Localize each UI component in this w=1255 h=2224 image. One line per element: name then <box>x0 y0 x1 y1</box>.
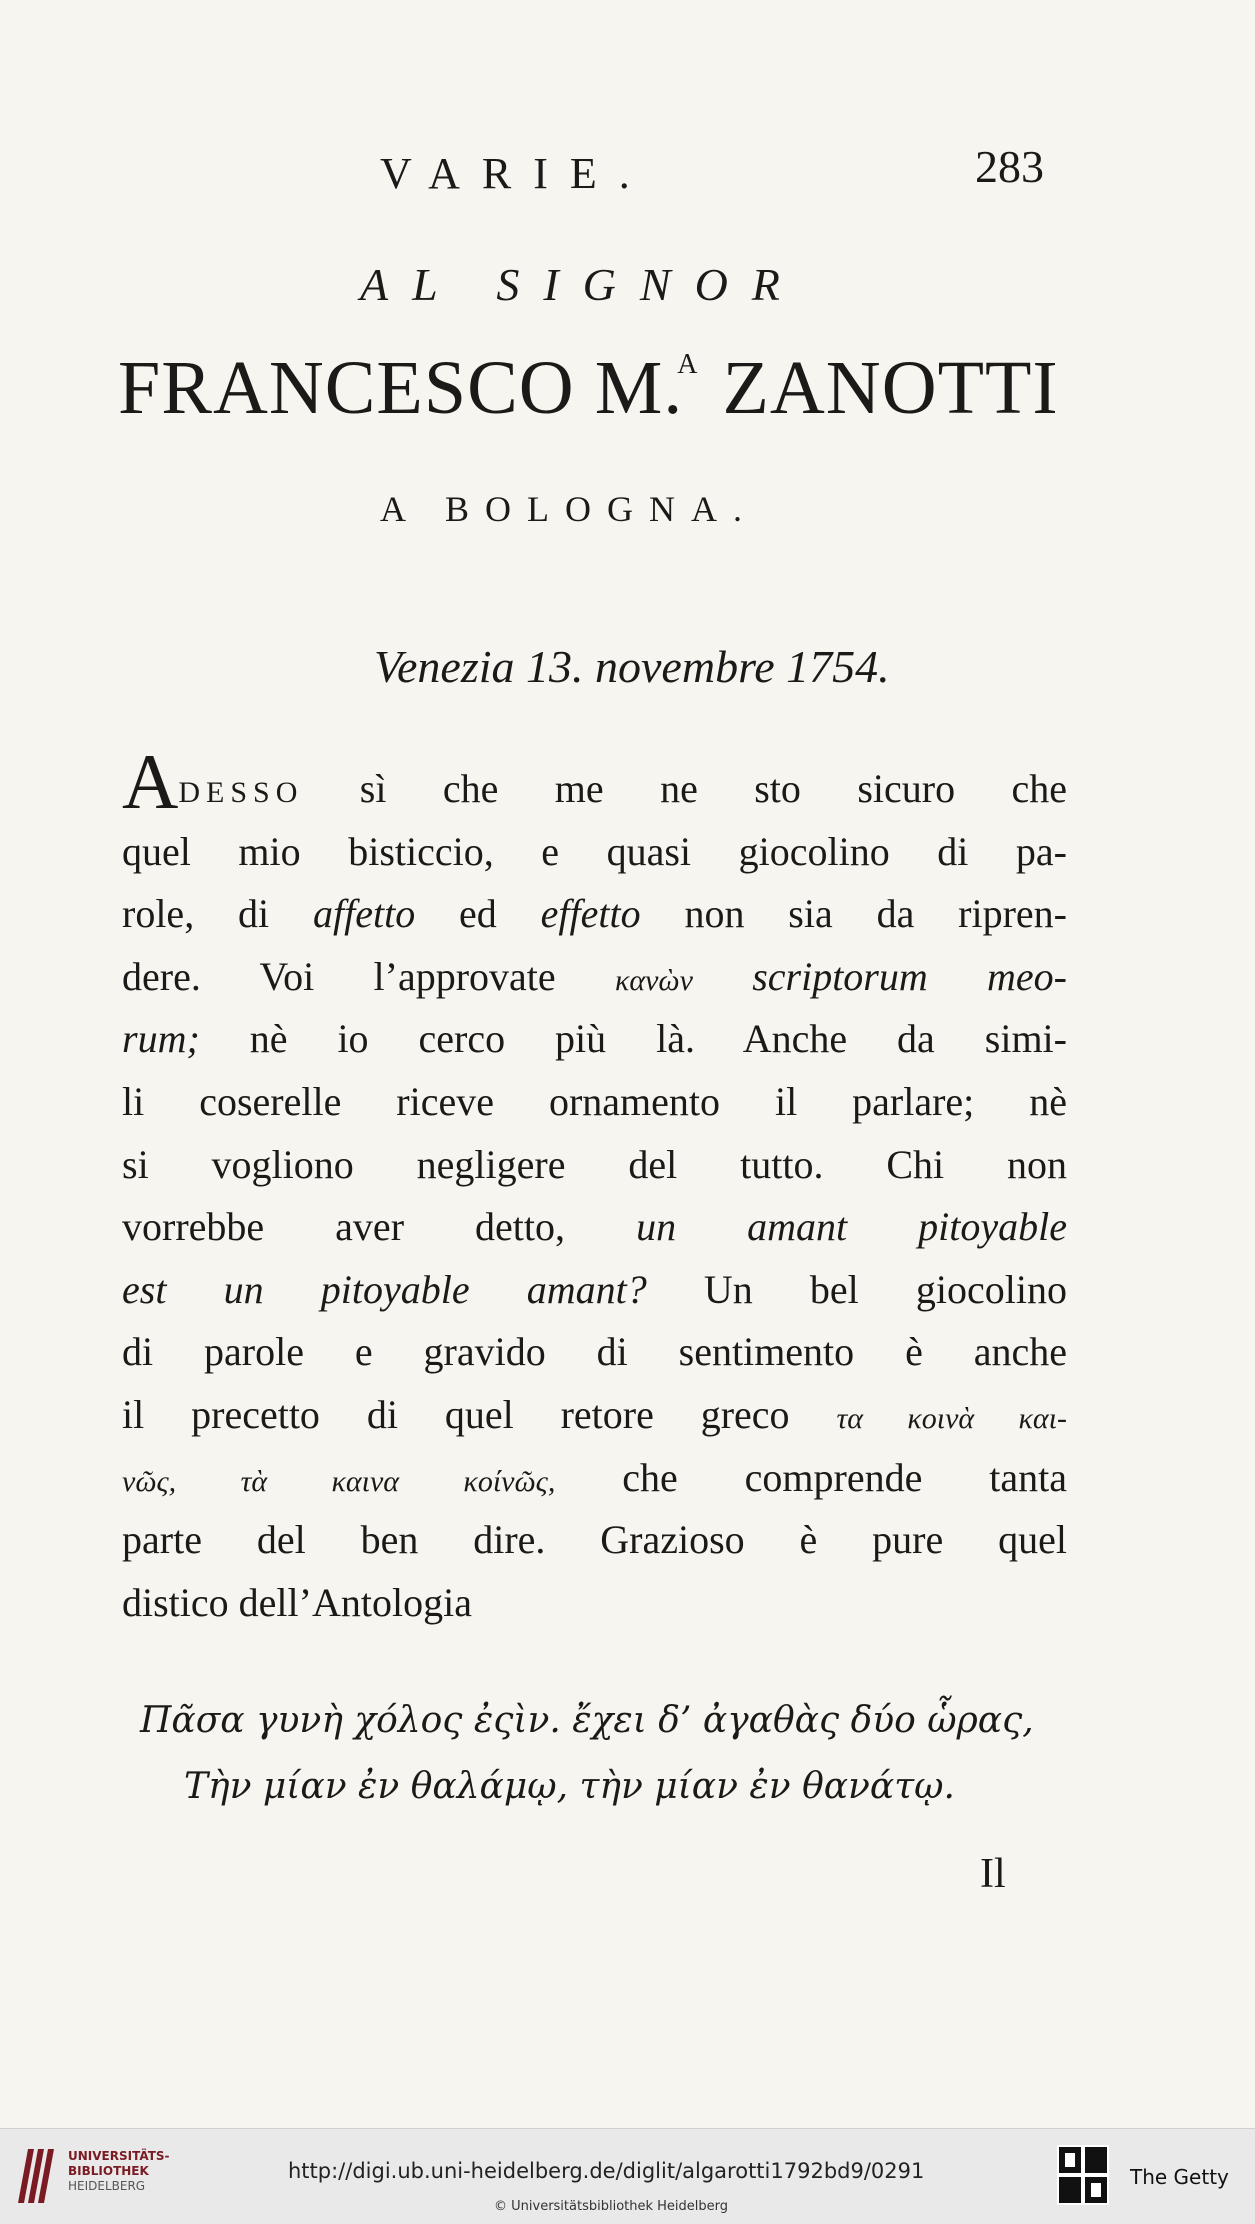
body-line <box>122 1572 1067 1635</box>
body-text-run: quel mio bisticcio, e quasi giocolino di pa- <box>122 828 1067 874</box>
verse-line-2: Τὴν μίαν ἐν θαλάμῳ, τὴν μίαν ἐν θανάτῳ. <box>184 1766 955 1807</box>
body-text-run: rum; <box>122 1016 200 1062</box>
university-library-logo-icon[interactable] <box>12 2143 58 2209</box>
letter-body <box>122 738 1068 1634</box>
library-name[interactable]: UNIVERSITÄTS- BIBLIOTHEK HEIDELBERG <box>68 2149 170 2193</box>
recipient-name-superscript: A <box>677 349 699 380</box>
body-line <box>122 1008 1067 1071</box>
body-text-run: il precetto di quel retore greco <box>122 1391 837 1437</box>
body-line <box>122 946 1067 1009</box>
page-number: 283 <box>975 141 1044 192</box>
getty-logo-icon[interactable] <box>1057 2145 1109 2205</box>
body-line <box>122 1071 1067 1134</box>
body-text-run: affetto <box>312 891 416 937</box>
body-text-run: role, di <box>122 891 313 937</box>
verse-line-1: Πᾶσα γυνὴ χόλος ἐςὶν. ἔχει δ’ ἀγαθὰς δύο ὧρας, <box>140 1700 1034 1741</box>
body-text-run: est un pitoyable amant? <box>122 1266 647 1312</box>
body-line <box>122 821 1067 884</box>
running-head: VARIE. <box>380 149 652 198</box>
body-line <box>122 1509 1067 1572</box>
body-text-run: ed <box>415 891 541 937</box>
body-line <box>122 1384 1067 1447</box>
recipient-surname: ZANOTTI <box>722 346 1059 430</box>
body-text-run: un amant pitoyable <box>636 1204 1067 1250</box>
body-text-run: effetto <box>540 891 641 937</box>
body-text-run: non sia da ripren- <box>640 891 1067 937</box>
body-text-run: parte del ben dire. Grazioso è pure quel <box>122 1517 1067 1563</box>
body-text-run: sì che me ne sto sicuro che <box>303 766 1067 811</box>
body-text-run: distico dell’Antologia <box>122 1579 472 1625</box>
body-text-run: τα κοινὰ και- <box>836 1401 1067 1435</box>
partner-name[interactable]: The Getty <box>1130 2165 1229 2189</box>
body-text-run: κανὼν <box>614 963 693 997</box>
footer-bar <box>0 2128 1255 2224</box>
body-text-run: Un bel giocolino <box>646 1266 1067 1312</box>
body-line <box>122 1321 1067 1384</box>
body-text-run: li coserelle riceve ornamento il parlare; nè <box>122 1078 1067 1124</box>
body-text-run: scriptorum meo- <box>692 953 1068 999</box>
recipient-city: A BOLOGNA. <box>380 489 759 529</box>
catchword: Il <box>980 1851 1006 1897</box>
body-line <box>122 883 1067 946</box>
dateline: Venezia 13. novembre 1754. <box>374 641 890 692</box>
body-line <box>122 738 1067 825</box>
body-text-run: che comprende tanta <box>555 1454 1068 1500</box>
body-text-run: di parole e gravido di sentimento è anche <box>122 1329 1067 1375</box>
body-text-run: vorrebbe aver detto, <box>122 1204 637 1250</box>
body-line <box>122 1196 1067 1259</box>
body-text-run: nè io cerco più là. Anche da simi- <box>199 1016 1067 1062</box>
body-line <box>122 1134 1067 1197</box>
body-text-run: si vogliono negligere del tutto. Chi non <box>122 1141 1067 1187</box>
body-text-run: DESSO <box>178 776 304 809</box>
salutation: AL SIGNOR <box>360 259 804 310</box>
drop-cap: A <box>122 738 179 825</box>
recipient-name <box>118 345 1059 432</box>
permalink-url[interactable]: http://digi.ub.uni-heidelberg.de/diglit/algarotti1792bd9/0291 <box>288 2159 925 2183</box>
recipient-first-name: FRANCESCO M. <box>118 346 684 430</box>
body-text-run: dere. Voi l’approvate <box>122 953 615 999</box>
body-line <box>122 1447 1067 1510</box>
body-line <box>122 1259 1067 1322</box>
body-text-run: νῶς, τὰ καινα κοίνῶς, <box>122 1464 556 1498</box>
copyright-notice: © Universitätsbibliothek Heidelberg <box>494 2199 729 2214</box>
